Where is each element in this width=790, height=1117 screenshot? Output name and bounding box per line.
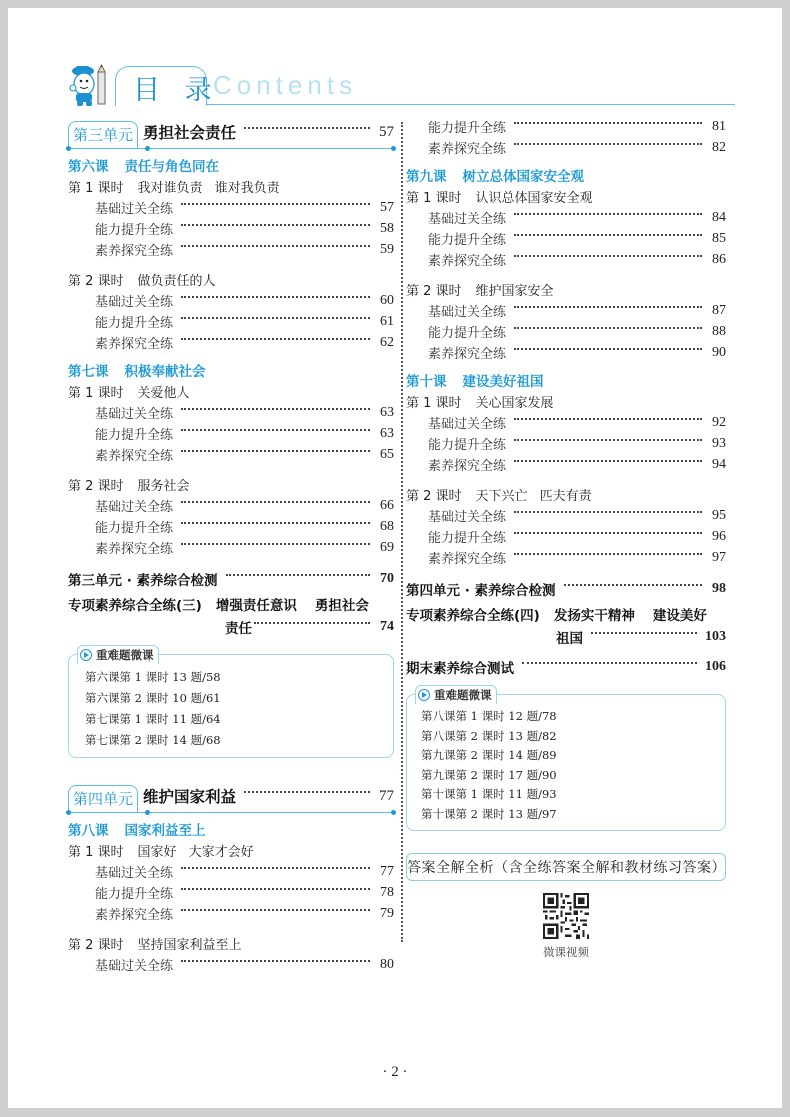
play-icon <box>80 649 92 661</box>
toc-period <box>406 391 726 412</box>
leader-dots <box>514 418 702 420</box>
entry-label: 基础过关全练 <box>95 866 174 881</box>
page-number: 86 <box>712 251 726 267</box>
header-rule <box>207 104 735 105</box>
toc-period <box>68 474 394 495</box>
leader-dots <box>254 622 370 624</box>
leader-dots <box>514 122 702 124</box>
period-title: 服务社会 <box>137 479 190 494</box>
entry-title-3: 祖国 <box>556 631 583 647</box>
leader-dots <box>226 574 370 576</box>
leader-dots <box>522 662 697 664</box>
leader-dots <box>181 203 370 205</box>
lesson-number: 第十课 <box>406 374 447 390</box>
page-number: 57 <box>379 123 394 140</box>
entry-label: 素养探究全练 <box>95 337 174 352</box>
entry-label: 素养探究全练 <box>95 542 174 557</box>
toc-special-3-cont[interactable] <box>68 616 394 638</box>
leader-dots <box>244 127 370 129</box>
entry-label: 基础过关全练 <box>428 212 507 227</box>
page-number: 63 <box>380 425 394 441</box>
toc-entry[interactable] <box>68 290 394 311</box>
toc-period <box>406 484 726 505</box>
page-number: 70 <box>380 571 394 586</box>
entry-label: 素养探究全练 <box>428 552 507 567</box>
entry-label: 基础过关全练 <box>95 959 174 974</box>
micro-lesson-item[interactable]: 第八课第 2 课时 13 题/82 <box>421 728 557 743</box>
period-number: 第 2 课时 <box>68 479 124 494</box>
entry-label: 基础过关全练 <box>95 407 174 422</box>
entry-label: 素养探究全练 <box>428 254 507 269</box>
lesson-number: 第九课 <box>406 169 447 185</box>
page-number: 80 <box>380 956 394 972</box>
period-title: 我对谁负责 <box>137 181 203 196</box>
toc-entry[interactable] <box>406 300 726 321</box>
period-title: 关心国家发展 <box>475 396 554 411</box>
page-number: 106 <box>705 659 726 674</box>
entry-label: 第四单元 · 素养综合检测 <box>406 583 556 599</box>
toc-unit-4[interactable] <box>68 780 394 812</box>
unit-underline <box>68 148 394 149</box>
page-number: 85 <box>712 230 726 246</box>
period-number: 第 1 课时 <box>68 845 124 860</box>
page-number: 66 <box>380 497 394 513</box>
page-number: 59 <box>380 241 394 257</box>
period-number: 第 2 课时 <box>406 489 462 504</box>
toc-title-cn: 目 录 <box>133 75 220 106</box>
entry-label: 能力提升全练 <box>95 887 174 902</box>
toc-lesson-10[interactable] <box>406 369 726 391</box>
toc-entry[interactable] <box>406 321 726 342</box>
toc-page <box>8 8 782 1108</box>
mascot-with-pencil-icon <box>67 62 113 108</box>
period-number: 第 1 课时 <box>406 191 462 206</box>
toc-unit-4-test[interactable] <box>406 576 726 602</box>
micro-lesson-item[interactable]: 第九课第 2 课时 17 题/90 <box>421 767 557 782</box>
leader-dots <box>181 429 370 431</box>
toc-entry[interactable] <box>406 505 726 526</box>
page-number: 84 <box>712 209 726 225</box>
page-number: 95 <box>712 507 726 523</box>
micro-lesson-tab <box>415 685 497 704</box>
page-number: 78 <box>380 884 394 900</box>
entry-label: 基础过关全练 <box>428 417 507 432</box>
toc-entry[interactable] <box>68 861 394 882</box>
micro-lesson-item[interactable]: 第六课第 1 课时 13 题/58 <box>85 670 221 684</box>
toc-entry[interactable] <box>68 311 394 332</box>
period-title-2: 大家才会好 <box>188 845 254 860</box>
entry-label: 素养探究全练 <box>428 459 507 474</box>
toc-entry[interactable] <box>68 332 394 353</box>
page-number: 77 <box>380 863 394 879</box>
toc-period <box>406 279 726 300</box>
page-number: 58 <box>380 220 394 236</box>
micro-lesson-item[interactable]: 第七课第 1 课时 11 题/64 <box>85 712 221 726</box>
toc-left-column <box>68 114 394 975</box>
entry-label: 期末素养综合测试 <box>406 661 514 677</box>
entry-label: 第三单元 · 素养综合检测 <box>68 573 218 589</box>
toc-entry[interactable] <box>406 116 726 137</box>
micro-lesson-tab <box>77 645 159 664</box>
entry-title-2: 建设美好 <box>652 608 707 624</box>
page-number: 68 <box>380 518 394 534</box>
page-number: 97 <box>712 549 726 565</box>
page-number: 96 <box>712 528 726 544</box>
toc-special-4[interactable] <box>406 602 726 626</box>
page-number: 74 <box>380 619 394 634</box>
lesson-title: 树立总体国家安全观 <box>462 169 584 185</box>
period-number: 第 2 课时 <box>406 284 462 299</box>
toc-entry[interactable] <box>68 882 394 903</box>
leader-dots <box>564 584 702 586</box>
toc-entry[interactable] <box>68 197 394 218</box>
toc-special-4-cont[interactable] <box>406 626 726 648</box>
toc-period <box>68 840 394 861</box>
toc-entry[interactable] <box>406 526 726 547</box>
entry-title-2: 勇担社会 <box>314 598 369 614</box>
micro-lesson-item[interactable]: 第六课第 2 课时 10 题/61 <box>85 691 221 705</box>
entry-label: 能力提升全练 <box>428 438 507 453</box>
entry-label: 能力提升全练 <box>95 316 174 331</box>
toc-period <box>68 176 394 197</box>
lesson-title: 责任与角色同在 <box>124 159 219 175</box>
entry-label: 素养探究全练 <box>428 142 507 157</box>
leader-dots <box>514 553 702 555</box>
leader-dots <box>181 408 370 410</box>
entry-title-3: 责任 <box>225 621 252 637</box>
lesson-number: 第七课 <box>68 364 109 380</box>
entry-label: 能力提升全练 <box>428 326 507 341</box>
toc-period <box>406 186 726 207</box>
column-divider <box>401 122 403 942</box>
leader-dots <box>181 543 370 545</box>
toc-entry[interactable] <box>406 228 726 249</box>
leader-dots <box>181 338 370 340</box>
leader-dots <box>181 296 370 298</box>
qr-block <box>406 893 726 960</box>
leader-dots <box>514 511 702 513</box>
page-number: 94 <box>712 456 726 472</box>
toc-entry[interactable] <box>68 954 394 975</box>
qr-caption: 微课视频 <box>543 945 589 959</box>
page-number: 82 <box>712 139 726 155</box>
toc-lesson-9[interactable] <box>406 164 726 186</box>
answer-key-banner[interactable]: 答案全解全析（含全练答案全解和教材练习答案） <box>406 853 726 881</box>
entry-label: 基础过关全练 <box>95 202 174 217</box>
toc-period <box>68 933 394 954</box>
entry-label: 基础过关全练 <box>95 295 174 310</box>
leader-dots <box>181 450 370 452</box>
unit-underline <box>68 812 394 813</box>
period-title-2: 匹夫有责 <box>539 489 592 504</box>
toc-unit-3-test[interactable] <box>68 566 394 592</box>
page-number: 61 <box>380 313 394 329</box>
entry-title: 发扬实干精神 <box>553 608 635 624</box>
page-number: 63 <box>380 404 394 420</box>
lesson-title: 建设美好祖国 <box>462 374 544 390</box>
toc-title-en: Contents <box>213 70 358 100</box>
entry-label: 基础过关全练 <box>95 500 174 515</box>
micro-lesson-item[interactable]: 第七课第 2 课时 14 题/68 <box>85 733 221 747</box>
toc-entry[interactable] <box>68 402 394 423</box>
micro-lesson-item[interactable]: 第十课第 2 课时 13 题/97 <box>421 806 557 821</box>
entry-label: 能力提升全练 <box>95 428 174 443</box>
toc-entry[interactable] <box>68 218 394 239</box>
unit-tag: 第四单元 <box>68 785 138 812</box>
page-number: 77 <box>379 787 394 804</box>
micro-lesson-item[interactable]: 第十课第 1 课时 11 题/93 <box>421 787 557 801</box>
toc-entry[interactable] <box>68 444 394 465</box>
unit-title: 维护国家利益 <box>143 788 237 806</box>
entry-label: 素养探究全练 <box>428 347 507 362</box>
entry-label: 能力提升全练 <box>95 223 174 238</box>
entry-title: 增强责任意识 <box>215 598 297 614</box>
page-number: 79 <box>380 905 394 921</box>
period-number: 第 2 课时 <box>68 274 124 289</box>
entry-label: 专项素养综合全练(四) <box>406 608 540 624</box>
page-number: 88 <box>712 323 726 339</box>
page-number: 60 <box>380 292 394 308</box>
leader-dots <box>181 501 370 503</box>
page-number: 62 <box>380 334 394 350</box>
period-title: 认识总体国家安全观 <box>475 191 593 206</box>
entry-label: 能力提升全练 <box>428 121 507 136</box>
lesson-title: 国家利益至上 <box>124 823 206 839</box>
page-number: 87 <box>712 302 726 318</box>
lesson-number: 第六课 <box>68 159 109 175</box>
toc-entry[interactable] <box>406 342 726 363</box>
micro-lesson-item[interactable]: 第九课第 2 课时 14 题/89 <box>421 748 557 762</box>
toc-entry[interactable] <box>406 249 726 270</box>
leader-dots <box>514 532 702 534</box>
toc-entry[interactable] <box>406 137 726 158</box>
entry-label: 专项素养综合全练(三) <box>68 598 202 614</box>
toc-lesson-8[interactable] <box>68 818 394 840</box>
leader-dots <box>514 348 702 350</box>
period-number: 第 2 课时 <box>68 938 124 953</box>
leader-dots <box>181 522 370 524</box>
leader-dots <box>244 791 370 793</box>
toc-header <box>63 60 733 110</box>
micro-lesson-box <box>68 648 394 758</box>
leader-dots <box>181 867 370 869</box>
page-number: 92 <box>712 414 726 430</box>
toc-entry[interactable] <box>406 433 726 454</box>
micro-lesson-box <box>406 688 726 831</box>
toc-entry[interactable] <box>68 516 394 537</box>
toc-entry[interactable] <box>406 454 726 475</box>
toc-unit-3[interactable] <box>68 116 394 148</box>
leader-dots <box>181 245 370 247</box>
leader-dots <box>514 234 702 236</box>
toc-special-3[interactable] <box>68 592 394 616</box>
leader-dots <box>181 909 370 911</box>
period-title: 关爱他人 <box>137 386 190 401</box>
period-title: 国家好 <box>137 845 177 860</box>
period-title: 坚持国家利益至上 <box>137 938 242 953</box>
period-number: 第 1 课时 <box>406 396 462 411</box>
micro-lesson-title: 重难题微课 <box>96 648 154 662</box>
entry-label: 素养探究全练 <box>95 244 174 259</box>
page-number: 93 <box>712 435 726 451</box>
leader-dots <box>514 327 702 329</box>
toc-right-column <box>406 116 726 960</box>
toc-entry[interactable] <box>406 207 726 228</box>
toc-period <box>68 269 394 290</box>
leader-dots <box>514 143 702 145</box>
entry-label: 能力提升全练 <box>428 233 507 248</box>
entry-label: 素养探究全练 <box>95 908 174 923</box>
lesson-number: 第八课 <box>68 823 109 839</box>
micro-lesson-title: 重难题微课 <box>434 688 492 702</box>
period-title: 天下兴亡 <box>475 489 528 504</box>
unit-title: 勇担社会责任 <box>143 124 237 142</box>
entry-label: 能力提升全练 <box>95 521 174 536</box>
period-title: 做负责任的人 <box>137 274 216 289</box>
leader-dots <box>181 888 370 890</box>
toc-entry[interactable] <box>68 423 394 444</box>
leader-dots <box>514 255 702 257</box>
period-title: 维护国家安全 <box>475 284 554 299</box>
micro-lesson-item[interactable]: 第八课第 1 课时 12 题/78 <box>421 709 557 723</box>
page-number: 65 <box>380 446 394 462</box>
lesson-title: 积极奉献社会 <box>124 364 206 380</box>
page-number: 103 <box>705 629 726 644</box>
page-number: 98 <box>712 581 726 596</box>
toc-lesson-7[interactable] <box>68 359 394 381</box>
play-icon <box>418 689 430 701</box>
toc-entry[interactable] <box>406 547 726 568</box>
page-number: 81 <box>712 118 726 134</box>
toc-entry[interactable] <box>68 239 394 260</box>
period-number: 第 1 课时 <box>68 386 124 401</box>
toc-lesson-6[interactable] <box>68 154 394 176</box>
leader-dots <box>181 317 370 319</box>
leader-dots <box>514 460 702 462</box>
period-title-2: 谁对我负责 <box>214 181 280 196</box>
page-number: 90 <box>712 344 726 360</box>
page-number-footer: · 2 · <box>382 1064 408 1080</box>
entry-label: 基础过关全练 <box>428 305 507 320</box>
entry-label: 基础过关全练 <box>428 510 507 525</box>
qr-code-icon[interactable] <box>543 893 589 939</box>
toc-entry[interactable] <box>68 903 394 924</box>
toc-final-test[interactable] <box>406 654 726 680</box>
toc-entry[interactable] <box>68 537 394 558</box>
leader-dots <box>181 224 370 226</box>
period-number: 第 1 课时 <box>68 181 124 196</box>
toc-entry[interactable] <box>406 412 726 433</box>
entry-label: 素养探究全练 <box>95 449 174 464</box>
leader-dots <box>181 960 370 962</box>
toc-period <box>68 381 394 402</box>
entry-label: 能力提升全练 <box>428 531 507 546</box>
leader-dots <box>514 213 702 215</box>
page-number: 69 <box>380 539 394 555</box>
leader-dots <box>591 632 697 634</box>
page-number: 57 <box>380 199 394 215</box>
leader-dots <box>514 306 702 308</box>
unit-tag: 第三单元 <box>68 121 138 148</box>
toc-entry[interactable] <box>68 495 394 516</box>
leader-dots <box>514 439 702 441</box>
